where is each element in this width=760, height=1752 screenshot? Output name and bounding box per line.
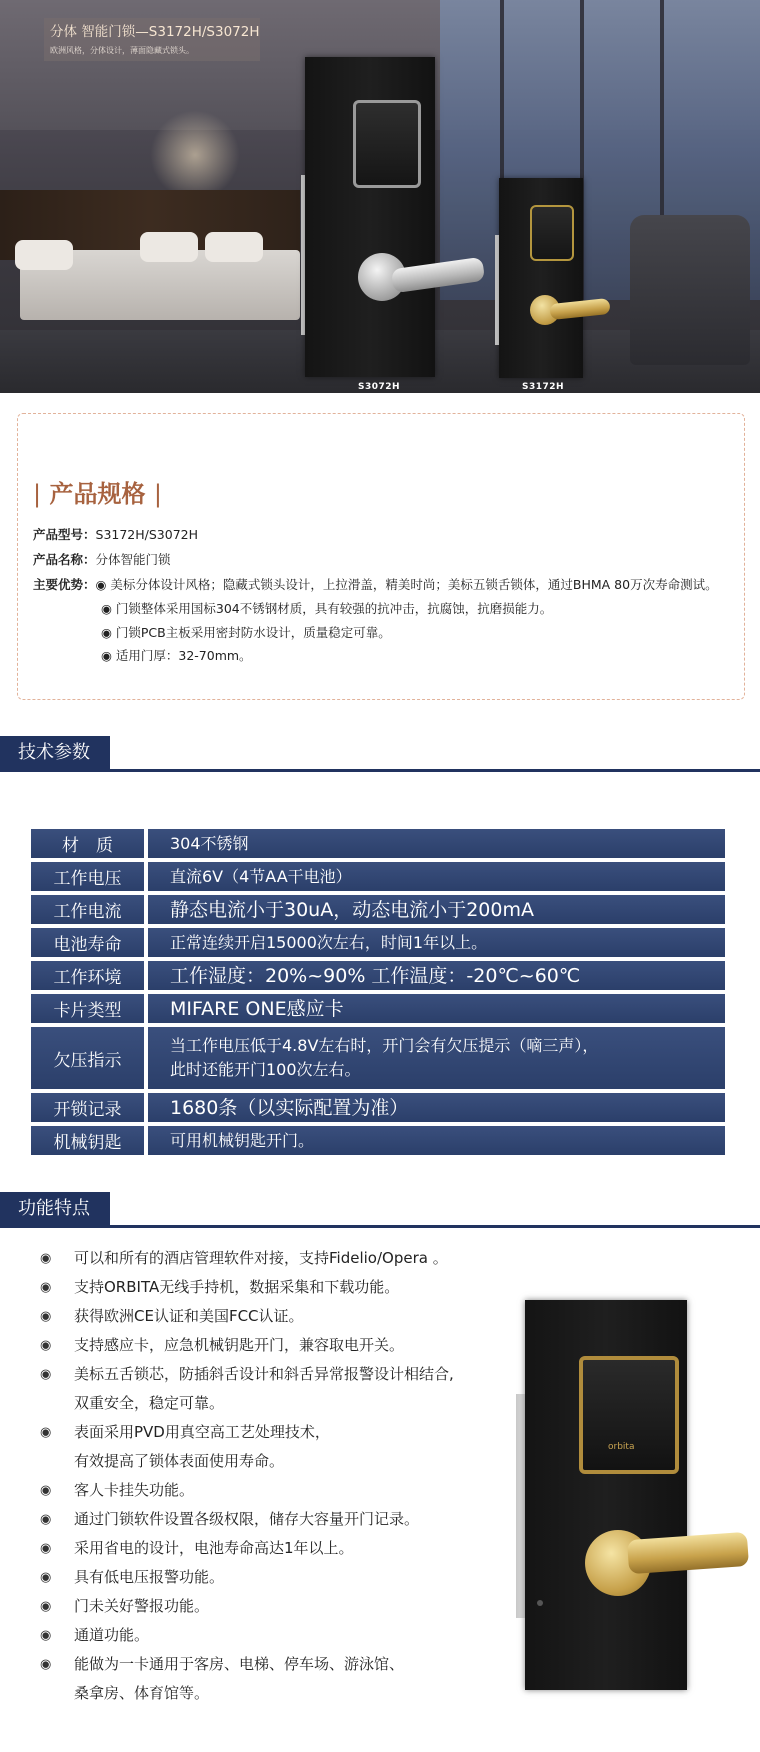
param-row xyxy=(31,1126,725,1155)
bullet-icon: ◉ xyxy=(40,1570,52,1585)
model-label-gold: S3172H xyxy=(522,382,565,392)
bullet-icon: ◉ xyxy=(40,1367,52,1382)
param-value: 工作湿度：20%~90% 工作温度：-20℃~60℃ xyxy=(148,961,725,990)
keyhole-icon xyxy=(537,1600,543,1606)
param-value: 可用机械钥匙开门。 xyxy=(148,1126,725,1155)
bullet-icon: ◉ xyxy=(40,1599,52,1614)
param-row xyxy=(31,1093,725,1122)
tech-header-rule xyxy=(0,769,760,772)
spec-heading-text: 产品规格 xyxy=(49,480,146,508)
param-key: 开锁记录 xyxy=(31,1093,144,1122)
feature-text: 有效提高了锁体表面使用寿命。 xyxy=(74,1452,285,1470)
spec-name-label: 产品名称： xyxy=(33,552,96,567)
spec-model-label: 产品型号： xyxy=(33,527,96,542)
spec-heading xyxy=(33,474,162,509)
card-reader xyxy=(579,1356,679,1474)
features-section-header xyxy=(0,1192,760,1228)
tech-header-tab: 技术参数 xyxy=(0,736,110,769)
feature-text: 客人卡挂失功能。 xyxy=(74,1481,195,1499)
bullet-icon: ◉ xyxy=(40,1251,52,1266)
tech-section-header xyxy=(0,736,760,772)
bullet-icon: ◉ xyxy=(40,1483,52,1498)
hero-title: 分体 智能门锁—S3172H/S3072H xyxy=(50,24,260,40)
param-value: 静态电流小于30uA，动态电流小于200mA xyxy=(148,895,725,924)
spec-adv-item: ◉ 适用门厚：32-70mm。 xyxy=(101,648,252,663)
spec-advantages xyxy=(33,575,718,593)
param-key: 工作环境 xyxy=(31,961,144,990)
lamp-glow xyxy=(150,110,240,200)
bullet-icon: ◉ xyxy=(40,1280,52,1295)
param-row xyxy=(31,1027,725,1089)
feature-text: 获得欧洲CE认证和美国FCC认证。 xyxy=(74,1307,304,1325)
feature-text: 能做为一卡通用于客房、电梯、停车场、游泳馆、 xyxy=(74,1655,405,1673)
card-reader xyxy=(530,205,574,261)
param-row xyxy=(31,862,725,891)
card-reader xyxy=(353,100,421,188)
param-row xyxy=(31,829,725,858)
heading-bar-left: | xyxy=(33,480,42,508)
param-key: 机械钥匙 xyxy=(31,1126,144,1155)
feature-text: 通道功能。 xyxy=(74,1626,150,1644)
spec-adv-item: ◉ 美标分体设计风格；隐藏式锁头设计，上拉滑盖，精美时尚；美标五锁舌锁体，通过BHMA 80万次寿命测试。 xyxy=(95,577,718,592)
param-key: 工作电压 xyxy=(31,862,144,891)
brand-logo: orbita xyxy=(608,1442,635,1452)
pillow xyxy=(205,232,263,262)
spec-model xyxy=(33,525,198,543)
feature-text: 采用省电的设计，电池寿命高达1年以上。 xyxy=(74,1539,354,1557)
bullet-icon: ◉ xyxy=(40,1541,52,1556)
feature-text: 表面采用PVD用真空高工艺处理技术， xyxy=(74,1423,330,1441)
hero-chair xyxy=(630,215,750,365)
pillow xyxy=(140,232,198,262)
param-key: 卡片类型 xyxy=(31,994,144,1023)
feature-text: 美标五舌锁芯，防插斜舌设计和斜舌异常报警设计相结合, xyxy=(74,1365,454,1383)
param-value: MIFARE ONE感应卡 xyxy=(148,994,725,1023)
spec-name xyxy=(33,550,171,568)
feature-text: 支持感应卡，应急机械钥匙开门，兼容取电开关。 xyxy=(74,1336,405,1354)
feature-text: 通过门锁软件设置各级权限，储存大容量开门记录。 xyxy=(74,1510,420,1528)
param-key: 材 质 xyxy=(31,829,144,858)
hero-banner xyxy=(0,0,760,393)
param-value: 正常连续开启15000次左右，时间1年以上。 xyxy=(148,928,725,957)
bullet-icon: ◉ xyxy=(40,1425,52,1440)
spec-adv-item: ◉ 门锁PCB主板采用密封防水设计，质量稳定可靠。 xyxy=(101,625,391,640)
param-key: 欠压指示 xyxy=(31,1027,144,1089)
spec-adv-item: ◉ 门锁整体采用国标304不锈钢材质，具有较强的抗冲击，抗腐蚀，抗磨损能力。 xyxy=(101,601,553,616)
feature-text: 双重安全，稳定可靠。 xyxy=(74,1394,225,1412)
param-value-line: 当工作电压低于4.8V左右时，开门会有欠压提示（嘀三声）， xyxy=(170,1036,599,1055)
param-key: 工作电流 xyxy=(31,895,144,924)
param-value: 304不锈钢 xyxy=(148,829,725,858)
bullet-icon: ◉ xyxy=(40,1628,52,1643)
param-value: 1680条（以实际配置为准） xyxy=(148,1093,725,1122)
pillow xyxy=(15,240,73,270)
param-row xyxy=(31,994,725,1023)
lock-handle xyxy=(627,1532,749,1574)
param-value: 直流6V（4节AA干电池） xyxy=(148,862,725,891)
spec-adv-label: 主要优势： xyxy=(33,577,96,592)
model-label-silver: S3072H xyxy=(358,382,401,392)
feature-text: 支持ORBITA无线手持机，数据采集和下载功能。 xyxy=(74,1278,400,1296)
param-value-line: 此时还能开门100次左右。 xyxy=(170,1060,361,1079)
feature-text: 桑拿房、体育馆等。 xyxy=(74,1684,210,1702)
bullet-icon: ◉ xyxy=(40,1512,52,1527)
feature-text: 可以和所有的酒店管理软件对接，支持Fidelio/Opera 。 xyxy=(74,1249,448,1267)
param-row xyxy=(31,961,725,990)
hero-subtitle: 欧洲风格，分体设计，薄面隐藏式锁头。 xyxy=(50,46,194,55)
param-row xyxy=(31,928,725,957)
heading-bar-right: | xyxy=(153,480,162,508)
bullet-icon: ◉ xyxy=(40,1657,52,1672)
param-value xyxy=(148,1027,725,1089)
feature-text: 门未关好警报功能。 xyxy=(74,1597,210,1615)
param-key: 电池寿命 xyxy=(31,928,144,957)
param-row xyxy=(31,895,725,924)
bullet-icon: ◉ xyxy=(40,1309,52,1324)
features-header-tab: 功能特点 xyxy=(0,1192,110,1225)
bullet-icon: ◉ xyxy=(40,1338,52,1353)
spec-model-value: S3172H/S3072H xyxy=(95,527,199,542)
features-header-rule xyxy=(0,1225,760,1228)
feature-text: 具有低电压报警功能。 xyxy=(74,1568,225,1586)
spec-name-value: 分体智能门锁 xyxy=(95,552,171,567)
